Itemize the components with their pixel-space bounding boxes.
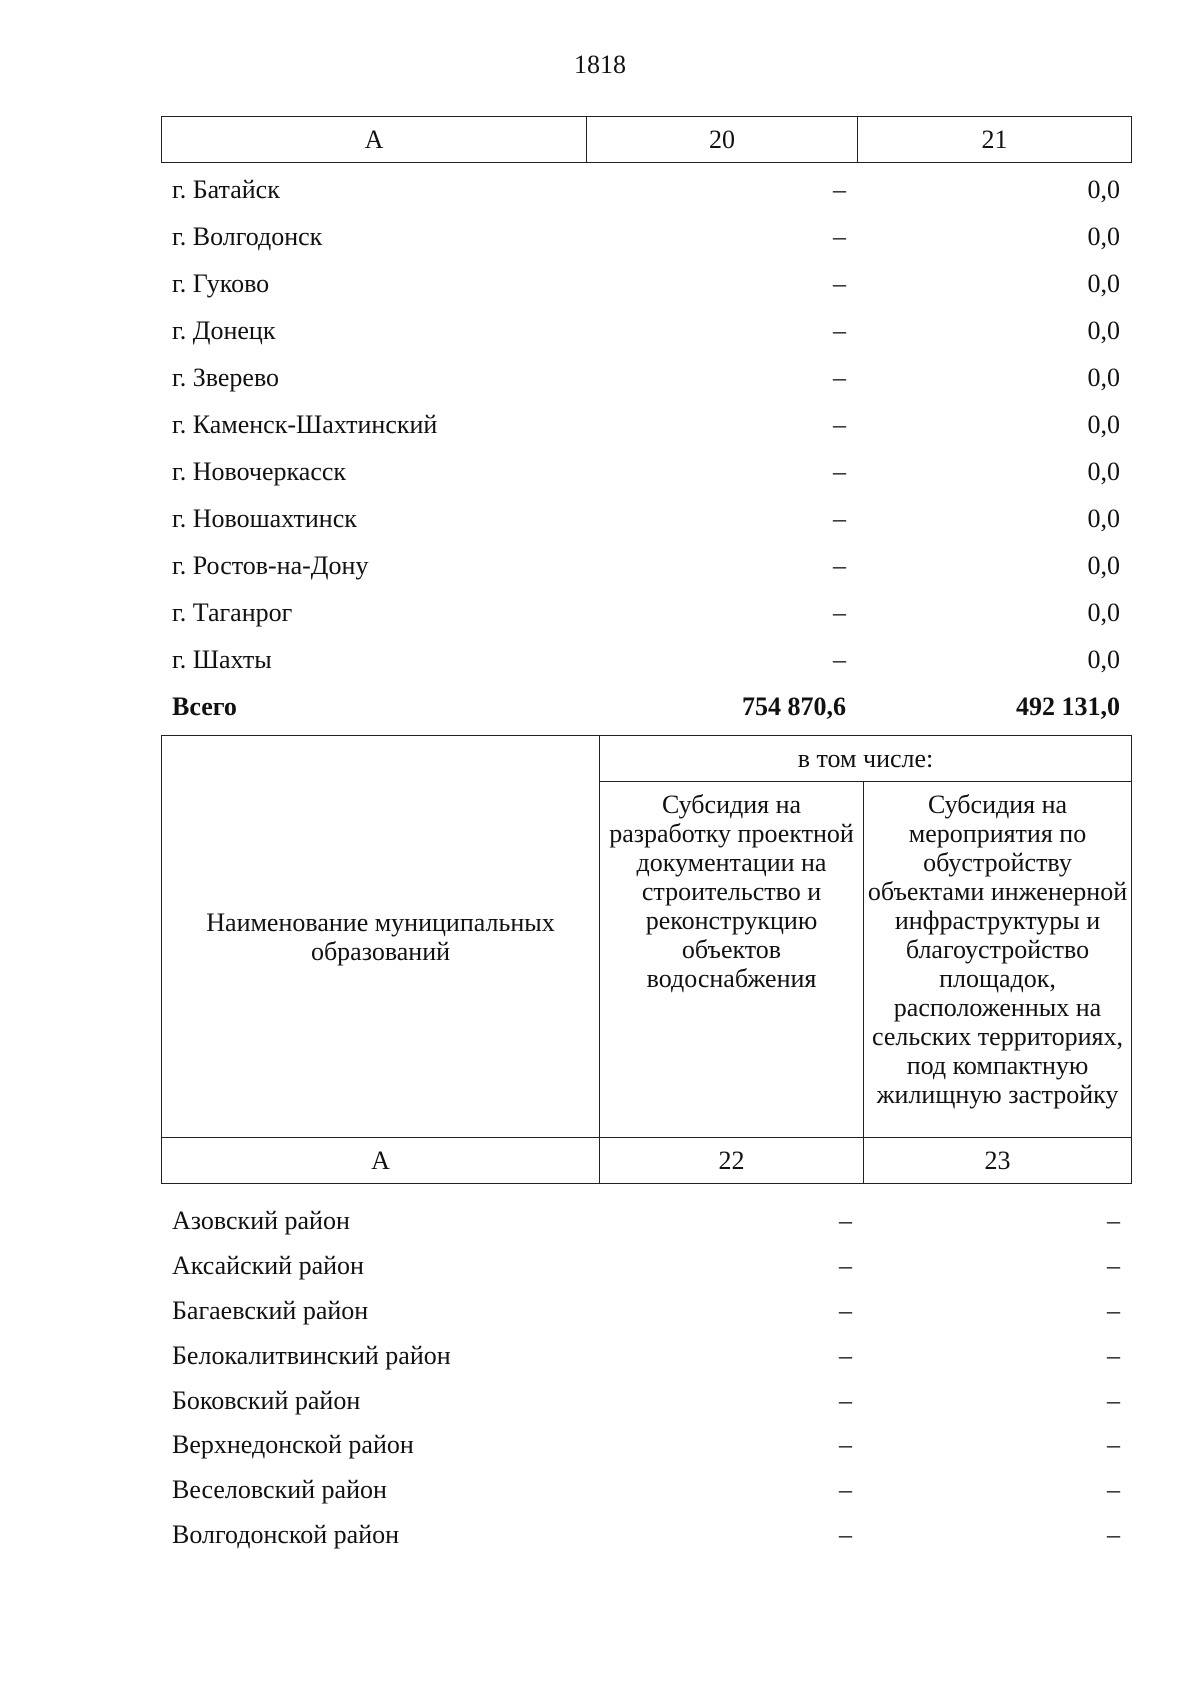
table2-row bbox=[161, 1333, 1131, 1378]
row-name: г. Новочеркасск bbox=[172, 456, 347, 486]
row-name: г. Гуково bbox=[172, 268, 270, 298]
row-name: Азовский район bbox=[172, 1206, 350, 1236]
row-value-c23: – bbox=[1107, 1340, 1120, 1370]
row-name: г. Зверево bbox=[172, 362, 280, 392]
table2-row bbox=[161, 1378, 1131, 1423]
table1-row bbox=[161, 354, 1131, 401]
row-value-c22: – bbox=[839, 1430, 852, 1460]
row-value-c23: – bbox=[1107, 1385, 1120, 1415]
table2-body bbox=[161, 1199, 1131, 1557]
row-value-c21: 0,0 bbox=[1087, 456, 1120, 486]
row-value-c23: – bbox=[1107, 1251, 1120, 1281]
row-value-c20: – bbox=[833, 409, 846, 439]
row-value-c20: – bbox=[833, 550, 846, 580]
row-value-c21: 0,0 bbox=[1087, 550, 1120, 580]
row-value-c21: 0,0 bbox=[1087, 221, 1120, 251]
total-label: Всего bbox=[172, 691, 237, 721]
table1-row bbox=[161, 166, 1131, 213]
table1-row bbox=[161, 213, 1131, 260]
row-name: Волгодонской район bbox=[172, 1519, 400, 1549]
row-name: г. Шахты bbox=[172, 644, 272, 674]
row-value-c20: – bbox=[833, 503, 846, 533]
row-name: г. Батайск bbox=[172, 174, 280, 204]
row-value-c21: 0,0 bbox=[1087, 362, 1120, 392]
table1-row bbox=[161, 260, 1131, 307]
row-name: Веселовский район bbox=[172, 1475, 387, 1505]
table2-row bbox=[161, 1289, 1131, 1334]
row-value-c20: – bbox=[833, 315, 846, 345]
table1-row bbox=[161, 589, 1131, 636]
row-value-c21: 0,0 bbox=[1087, 315, 1120, 345]
col-23-header: Субсидия на мероприятия по обустройству объектами инженерной инфраструктуры и благоустройство площадок, расположенных на сельских территориях, под компактную жилищную застройку bbox=[864, 782, 1132, 1138]
including-group-header: в том числе: bbox=[600, 736, 1132, 782]
row-name: Багаевский район bbox=[172, 1295, 369, 1325]
table1-header-col-a: А bbox=[162, 117, 587, 163]
row-name: Аксайский район bbox=[172, 1251, 364, 1281]
total-col-20: 754 870,6 bbox=[742, 691, 846, 721]
table1-header-col-21: 21 bbox=[858, 117, 1132, 163]
row-value-c20: – bbox=[833, 644, 846, 674]
row-value-c23: – bbox=[1107, 1475, 1120, 1505]
row-value-c22: – bbox=[839, 1251, 852, 1281]
row-value-c21: 0,0 bbox=[1087, 268, 1120, 298]
row-name: г. Таганрог bbox=[172, 597, 293, 627]
row-value-c22: – bbox=[839, 1340, 852, 1370]
row-value-c22: – bbox=[839, 1385, 852, 1415]
row-value-c22: – bbox=[839, 1519, 852, 1549]
row-value-c21: 0,0 bbox=[1087, 644, 1120, 674]
table2-row bbox=[161, 1513, 1131, 1558]
col-22-header: Субсидия на разработку проектной документации на строительство и реконструкцию объектов водоснабжения bbox=[600, 782, 864, 1138]
table2-header-col-23: 23 bbox=[864, 1138, 1132, 1184]
table1-total-row bbox=[161, 683, 1131, 730]
table2-header bbox=[161, 735, 1132, 1184]
row-name: г. Ростов-на-Дону bbox=[172, 550, 369, 580]
table2-row bbox=[161, 1468, 1131, 1513]
row-value-c20: – bbox=[833, 362, 846, 392]
table2-header-col-a: А bbox=[162, 1138, 600, 1184]
row-value-c23: – bbox=[1107, 1519, 1120, 1549]
table1-header bbox=[161, 116, 1132, 163]
row-value-c22: – bbox=[839, 1475, 852, 1505]
row-name: г. Каменск-Шахтинский bbox=[172, 409, 438, 439]
table1-row bbox=[161, 307, 1131, 354]
row-name: г. Новошахтинск bbox=[172, 503, 357, 533]
row-name: г. Волгодонск bbox=[172, 221, 323, 251]
table1-row bbox=[161, 542, 1131, 589]
page-number: 1818 bbox=[574, 50, 626, 79]
row-value-c21: 0,0 bbox=[1087, 597, 1120, 627]
row-value-c22: – bbox=[839, 1206, 852, 1236]
row-name: Белокалитвинский район bbox=[172, 1340, 451, 1370]
table2-row bbox=[161, 1423, 1131, 1468]
total-col-21: 492 131,0 bbox=[1016, 691, 1120, 721]
table2-row bbox=[161, 1244, 1131, 1289]
row-value-c21: 0,0 bbox=[1087, 409, 1120, 439]
row-name: Верхнедонской район bbox=[172, 1430, 414, 1460]
table1-row bbox=[161, 636, 1131, 683]
table1-row bbox=[161, 448, 1131, 495]
table1-body bbox=[161, 166, 1131, 730]
row-value-c21: 0,0 bbox=[1087, 503, 1120, 533]
row-value-c23: – bbox=[1107, 1295, 1120, 1325]
row-value-c21: 0,0 bbox=[1087, 174, 1120, 204]
table1-header-col-20: 20 bbox=[587, 117, 858, 163]
row-value-c23: – bbox=[1107, 1430, 1120, 1460]
table2-header-col-22: 22 bbox=[600, 1138, 864, 1184]
row-name: Боковский район bbox=[172, 1385, 361, 1415]
row-value-c20: – bbox=[833, 174, 846, 204]
row-value-c23: – bbox=[1107, 1206, 1120, 1236]
row-value-c20: – bbox=[833, 456, 846, 486]
row-value-c20: – bbox=[833, 221, 846, 251]
row-name: г. Донецк bbox=[172, 315, 276, 345]
municipality-name-header: Наименование муниципальных образований bbox=[162, 736, 600, 1138]
row-value-c20: – bbox=[833, 268, 846, 298]
table2-row bbox=[161, 1199, 1131, 1244]
row-value-c20: – bbox=[833, 597, 846, 627]
row-value-c22: – bbox=[839, 1295, 852, 1325]
table1-row bbox=[161, 495, 1131, 542]
table1-row bbox=[161, 401, 1131, 448]
